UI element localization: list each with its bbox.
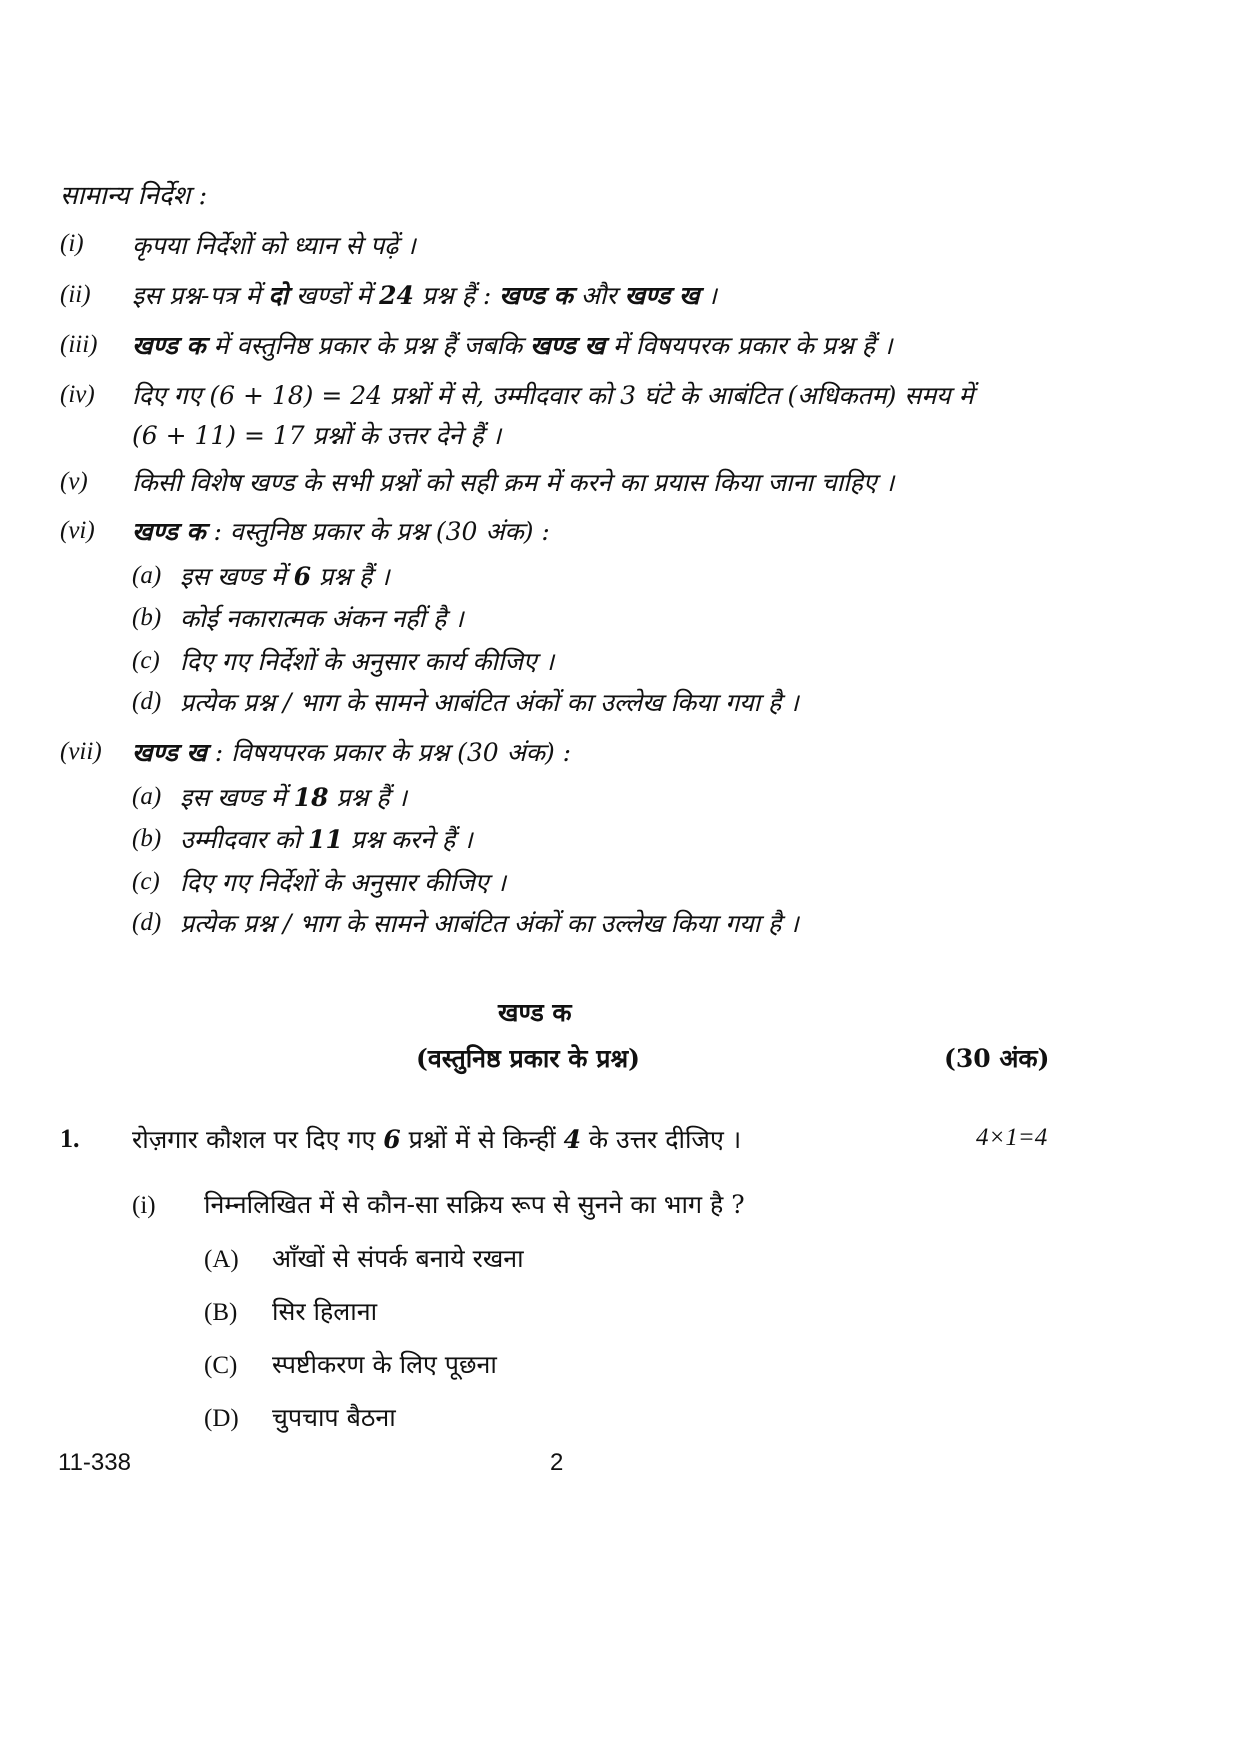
instruction-num: (v) [60,468,88,495]
subitem-num: (b) [132,825,162,852]
page-number: 2 [550,1449,564,1476]
instruction-num: (vi) [60,517,95,544]
instruction-text: खण्ड ख : विषयपरक प्रकार के प्रश्न (30 अंक) : [132,738,572,767]
subitem-num: (d) [132,688,162,715]
instruction-num: (i) [60,230,84,257]
option-label: (C) [204,1352,238,1379]
option-label: (A) [204,1246,239,1273]
instruction-num: (iii) [60,331,98,358]
section-subtitle: (वस्तुनिष्ठ प्रकार के प्रश्न) [416,1044,640,1073]
option-text: सिर हिलाना [272,1297,378,1326]
subitem-text: इस खण्ड में 6 प्रश्न हैं । [180,562,390,591]
instruction-num: (iv) [60,381,95,408]
subitem-text: प्रत्येक प्रश्न / भाग के सामने आबंटित अंकों का उल्लेख किया गया है । [180,688,799,717]
question-number: 1. [60,1124,80,1153]
subitem-num: (d) [132,909,162,936]
instruction-text: (6 + 11) = 17 प्रश्नों के उत्तर देने हैं । [132,421,502,450]
paper-code: 11-338 [58,1449,131,1476]
instruction-text: इस प्रश्न-पत्र में दो खण्डों में 24 प्रश्न हैं : खण्ड क और खण्ड ख । [132,281,717,310]
subitem-text: उम्मीदवार को 11 प्रश्न करने हैं । [180,825,473,854]
subitem-num: (b) [132,604,162,631]
question-text: रोज़गार कौशल पर दिए गए 6 प्रश्नों में से किन्हीं 4 के उत्तर दीजिए । [132,1125,742,1154]
instructions-heading: सामान्य निर्देश : [60,181,208,211]
subitem-text: प्रत्येक प्रश्न / भाग के सामने आबंटित अंकों का उल्लेख किया गया है । [180,909,799,938]
section-title: खण्ड क [498,998,572,1027]
subitem-num: (a) [132,783,162,810]
subitem-num: (c) [132,647,160,674]
instruction-num: (vii) [60,738,102,765]
option-text: आँखों से संपर्क बनाये रखना [272,1244,524,1273]
option-label: (D) [204,1405,239,1432]
subquestion-text: निम्नलिखित में से कौन-सा सक्रिय रूप से सुनने का भाग है ? [204,1190,745,1219]
subitem-text: इस खण्ड में 18 प्रश्न हैं । [180,783,407,812]
instruction-text: खण्ड क में वस्तुनिष्ठ प्रकार के प्रश्न हैं जबकि खण्ड ख में विषयपरक प्रकार के प्रश्न हैं । [132,331,893,360]
option-label: (B) [204,1299,238,1326]
instruction-text: कृपया निर्देशों को ध्यान से पढ़ें । [132,231,416,260]
question-marks: 4×1=4 [976,1124,1048,1151]
subitem-text: दिए गए निर्देशों के अनुसार कार्य कीजिए । [180,647,555,676]
instruction-text: किसी विशेष खण्ड के सभी प्रश्नों को सही क्रम में करने का प्रयास किया जाना चाहिए । [132,468,895,497]
subitem-num: (c) [132,868,160,895]
option-text: चुपचाप बैठना [272,1403,396,1432]
subitem-text: दिए गए निर्देशों के अनुसार कीजिए । [180,868,507,897]
instruction-text: दिए गए (6 + 18) = 24 प्रश्नों में से, उम्मीदवार को 3 घंटे के आबंटित (अधिकतम) समय में [132,381,974,410]
subitem-num: (a) [132,562,162,589]
subitem-text: कोई नकारात्मक अंकन नहीं है । [180,604,464,633]
section-marks: (30 अंक) [944,1044,1050,1073]
option-text: स्पष्टीकरण के लिए पूछना [272,1350,497,1379]
instruction-num: (ii) [60,281,91,308]
subquestion-num: (i) [132,1192,156,1219]
instruction-text: खण्ड क : वस्तुनिष्ठ प्रकार के प्रश्न (30 अंक) : [132,517,550,546]
